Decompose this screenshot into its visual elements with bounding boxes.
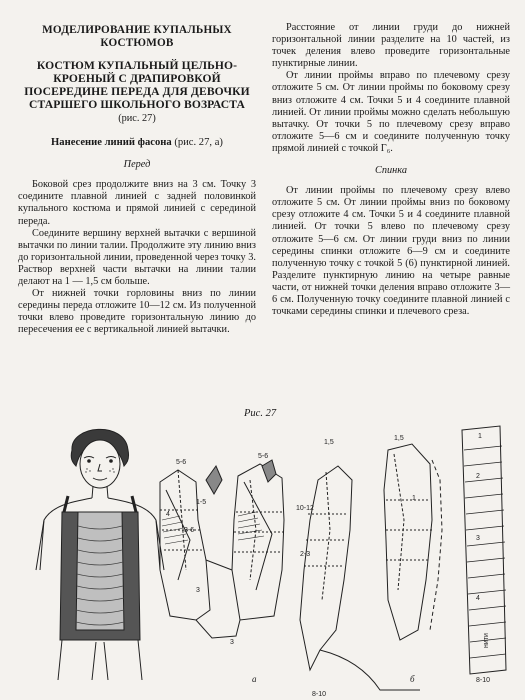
figure-27 [0,420,525,700]
panel-label-b: б [410,674,415,684]
article-figure-ref: (рис. 27) [118,113,156,124]
label-strip-2: 2 [476,473,480,480]
label-point-4: 4 [166,511,170,518]
label-point-1-5: 1-5 [196,499,207,506]
label-point-8-10-a: 8-10 [312,691,327,698]
pattern-back [300,444,442,690]
back-paragraph-1: От линии проймы по плечевому срезу влево отложите 5 см. От линии проймы вниз по боковому срезу отложите 4 см. Точки 5 и 4 соедините плавной линией. От точки 5 влево по плечевому срезу отложите 5—6 см. От линии груди вниз по линии середины спинки отложите 6—9 см и соедините полученную точку с точкой 5 (6) пунктирной линией. Разделите пунктирную линию на четыре равные части, от нижней точки деления вправо отложите 3—6 см. Полученную точку соедините плавной линией с точками середины спинки и плечевого среза. [272,185,510,318]
label-point-3-a: 3 [196,587,200,594]
section-heading-ref: (рис. 27, а) [174,137,223,149]
front-paragraph-2: Соедините вершину верхней вытачки с вершиной вытачки по линии талии. Продолжите эту линию вниз до горизонтальной линии, проведенной через точку 3. Раствор верхней части вытачки на линии талии делают на 1 — 1,5 см больше. [18,227,256,288]
front-paragraph-1: Боковой срез продолжите вниз на 3 см. Точку 3 соедините плавной линией с задней половинкой купального костюма и прямой линией с серединой переда. [18,179,256,227]
label-point-10-12: 10-12 [296,505,314,512]
label-strip-4: 4 [476,595,480,602]
label-point-5-6-b: 5-6 [258,453,269,460]
label-point-8-10-b: 8-10 [476,677,491,684]
label-point-5-6-a: 5-6 [176,459,187,466]
section-heading [18,137,256,149]
label-strip-3: 3 [476,535,480,542]
pattern-front [160,460,284,638]
right-paragraph-1: Расстояние от линии груди до нижней горизонтальной линии разделите на 10 частей, из точек деления влево проведите горизонтальные пунктирные линии. [272,22,510,70]
panel-label-a: а [252,674,257,684]
back-heading: Спинка [375,165,407,177]
right-column [272,22,510,318]
label-point-1-5-back: 1,5 [324,439,334,446]
girl-illustration [36,429,164,680]
section-heading-text: Нанесение линий фасона [51,137,172,149]
label-point-1-5-back-right: 1,5 [394,435,404,442]
front-heading: Перед [123,159,151,171]
label-point-3-6: 3-6 [184,527,195,534]
label-strip-threads: нити [483,633,490,648]
left-column [18,22,256,337]
right-paragraph-2: От линии проймы вправо по плечевому срезу отложите 5 см. От линии проймы по боковому срезу вниз отложите 4 см. Точки 5 и 4 соедините плавной линией. От линии проймы можно сделать небольшую вытачку. От точки 5 по плечевому срезу вправо отложите 5—6 см и соедините полученную точку прямой линией с точкой Г₆. [272,70,510,154]
figure-caption: Рис. 27 [244,408,277,419]
label-strip-1: 1 [478,433,482,440]
label-point-2-3: 2-3 [300,551,311,558]
label-point-1-back: 1 [412,495,416,502]
article-title: КОСТЮМ КУПАЛЬНЫЙ ЦЕЛЬНО-КРОЕНЫЙ С ДРАПИРОВКОЙ ПОСЕРЕДИНЕ ПЕРЕДА ДЛЯ ДЕВОЧКИ СТАРШЕГО ШКОЛЬНОГО ВОЗРАСТА [24,59,250,111]
front-paragraph-3: От нижней точки горловины вниз по линии середины переда отложите 10—12 см. Из полученной точки влево проведите горизонтальную линию до пересечения ее с вертикальной линией вытачки. [18,288,256,336]
label-point-3-b: 3 [230,639,234,646]
chapter-title: МОДЕЛИРОВАНИЕ КУПАЛЬНЫХ КОСТЮМОВ [42,24,232,49]
